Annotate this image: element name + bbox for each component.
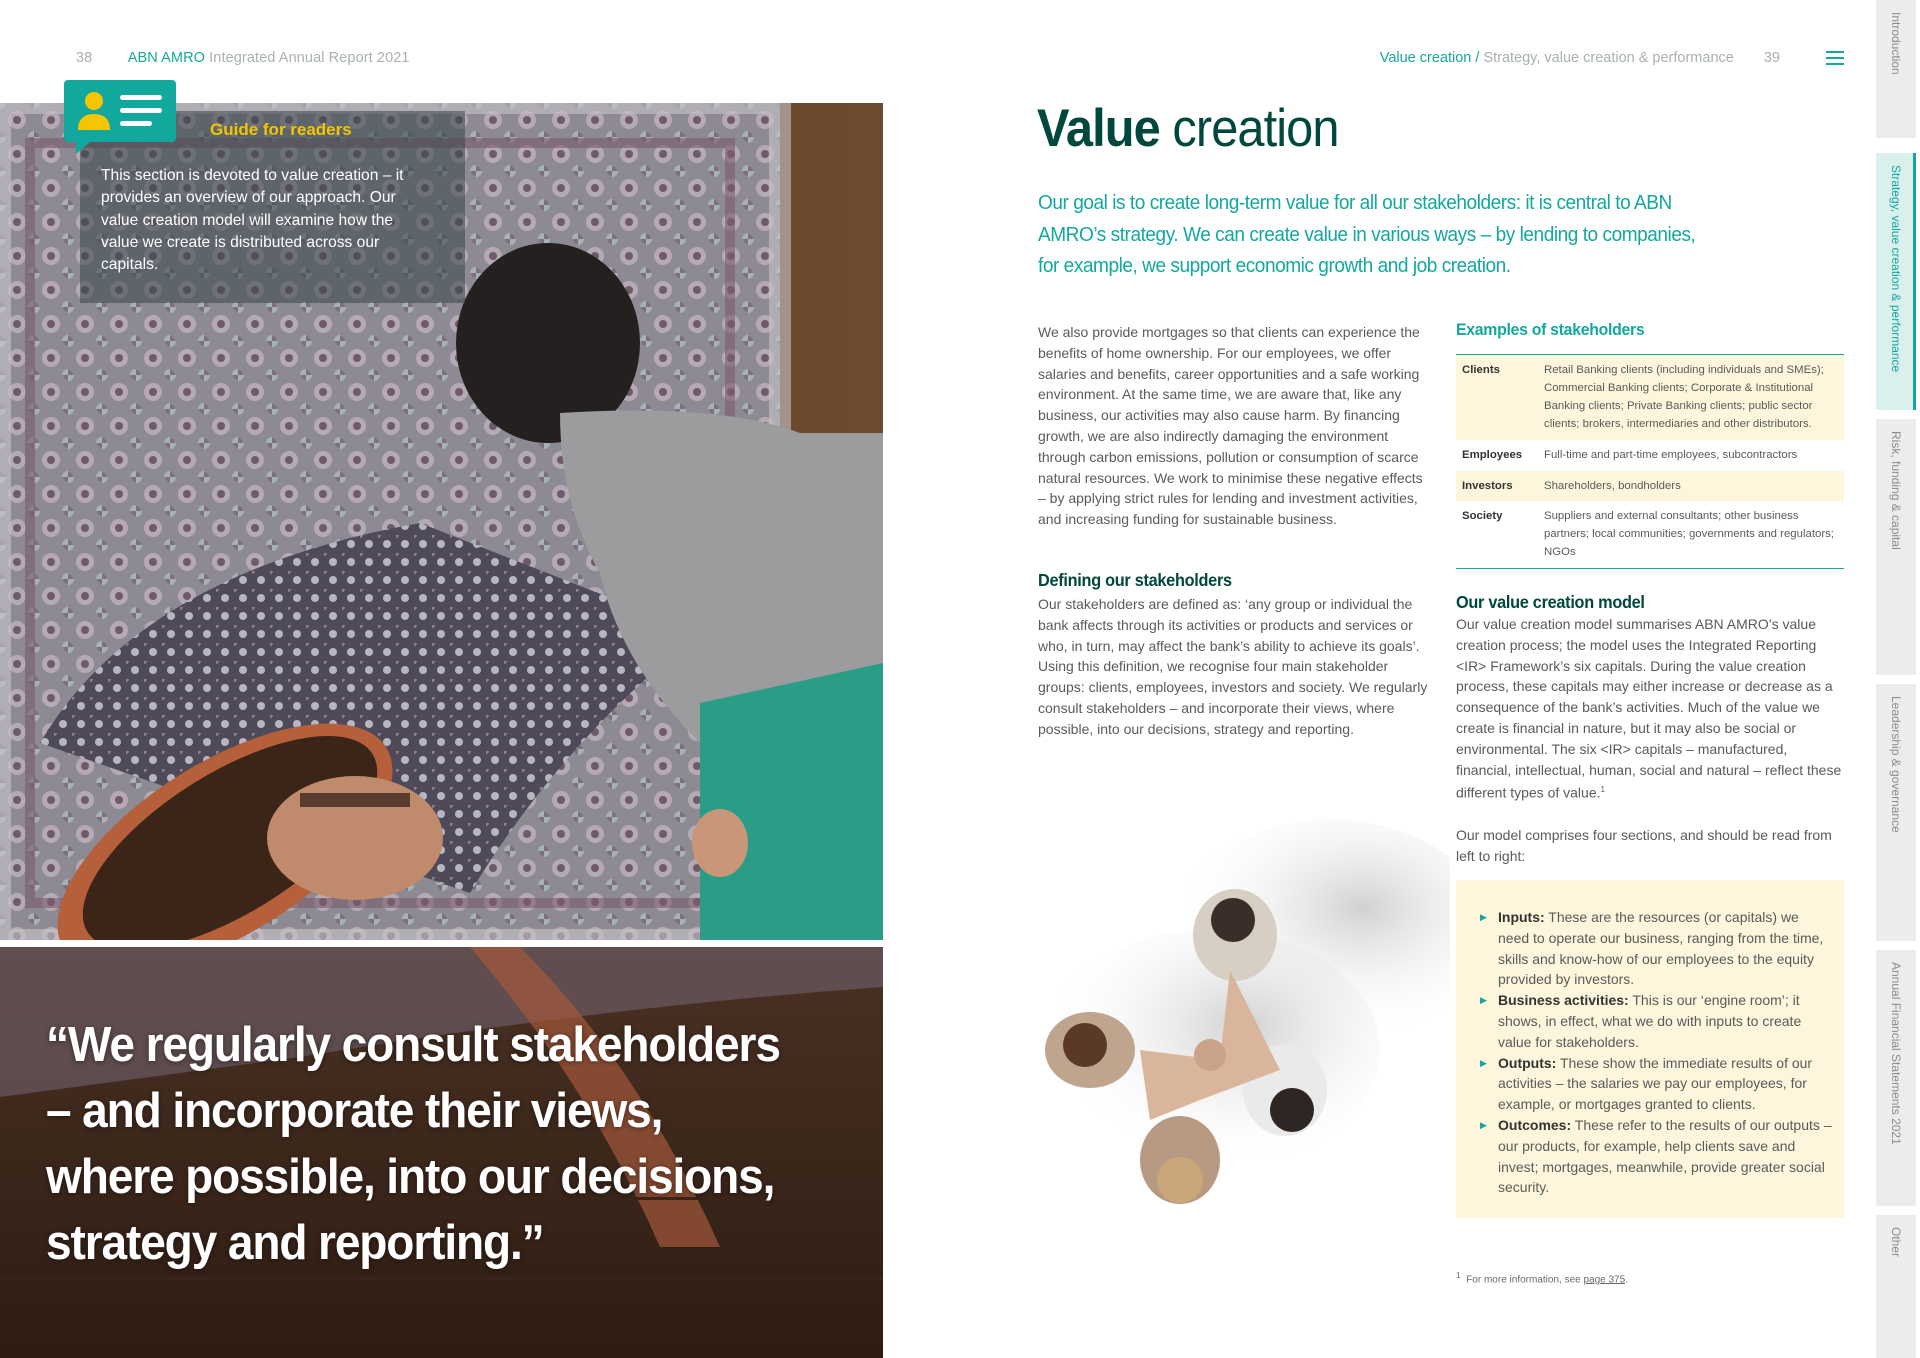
guide-text: This section is devoted to value creation – it provides an overview of our approach. Our value creation model will examine how the value we create is distributed across our capitals. bbox=[101, 167, 404, 274]
tab-label: Introduction bbox=[1889, 12, 1903, 75]
table-value: Shareholders, bondholders bbox=[1538, 471, 1844, 502]
team-hands-photo bbox=[1030, 800, 1450, 1250]
list-item bbox=[1480, 990, 1832, 1052]
section-tabs bbox=[1876, 0, 1920, 1358]
body-paragraph-1: We also provide mortgages so that clients can experience the benefits of home ownership. For our employees, we offer salaries and benefits, career opportunities and a safe working environment. At the same time, we are aware that, like any business, our activities may also cause harm. By financing growth, we are also indirectly damaging the environment through carbon emissions, pollution or consumption of scarce natural resources. We work to minimise these negative effects – by applying strict rules for lending and investment activities, and increasing funding for sustainable business. bbox=[1038, 324, 1423, 528]
page-title bbox=[1037, 98, 1339, 159]
defining-stakeholders-text: Our stakeholders are defined as: ‘any group or individual the bank affects through its activities or products and services or who, in turn, may affect the bank’s ability to achieve its goals’. Using this definition, we recognise four main stakeholder groups: clients, employees, investors and society. We regularly consult stakeholders – and incorporate their views, where possible, into our decisions, strategy and reporting. bbox=[1038, 596, 1428, 737]
footnote bbox=[1456, 1270, 1628, 1285]
value-model-heading: Our value creation model bbox=[1456, 592, 1645, 612]
intro-text: Our goal is to create long-term value for all our stakeholders: it is central to ABN AMRO’s strategy. We can create value in various ways – by lending to companies, for example, we support economic growth and job creation. bbox=[1038, 191, 1696, 277]
value-model-text-body: Our value creation model summarises ABN AMRO’s value creation process; the model uses the Integrated Reporting <IR> Framework’s six capitals. During the value creation process, these capitals may either increase or decrease as a consequence of the bank’s activities. Much of the value we create is financial in nature, but it may also be social or environmental. The six <IR> capitals – manufactured, financial, intellectual, human, social and natural – reflect these different types of value. bbox=[1456, 616, 1842, 802]
report-title: Integrated Annual Report 2021 bbox=[209, 50, 410, 66]
list-item-label: Outcomes: bbox=[1498, 1116, 1572, 1133]
table-row bbox=[1456, 501, 1844, 568]
footnote-end: . bbox=[1625, 1274, 1628, 1286]
defining-stakeholders-heading: Defining our stakeholders bbox=[1038, 570, 1232, 590]
table-row bbox=[1456, 471, 1844, 502]
table-value: Full-time and part-time employees, subcontractors bbox=[1544, 448, 1798, 461]
tab-label: Risk, funding & capital bbox=[1889, 431, 1903, 550]
table-value: Suppliers and external consultants; other business partners; local communities; governments and regulators; NGOs bbox=[1544, 510, 1834, 559]
list-item-label: Inputs: bbox=[1498, 909, 1545, 925]
guide-reader-icon bbox=[64, 80, 176, 154]
table-row bbox=[1456, 440, 1844, 471]
footnote-page-link[interactable]: page 375 bbox=[1583, 1274, 1626, 1286]
examples-heading: Examples of stakeholders bbox=[1456, 320, 1645, 339]
table-key: Society bbox=[1462, 510, 1503, 523]
left-page-header bbox=[76, 50, 410, 66]
table-value: Retail Banking clients (including individuals and SMEs); Commercial Banking clients; Corporate & Institutional Banking clients; Private Banking clients; public sector clients; brokers, intermediaries and other distributors. bbox=[1538, 355, 1844, 440]
tab-label: Leadership & governance bbox=[1889, 696, 1903, 833]
table-key: Investors bbox=[1456, 471, 1538, 502]
list-item-text: These are the resources (or capitals) we need to operate our business, ranging from the time, skills and know-how of our employees to the equity provided by investors. bbox=[1498, 909, 1824, 988]
value-model-text bbox=[1456, 614, 1846, 804]
title-bold: Value bbox=[1037, 99, 1160, 158]
tab-leadership-governance[interactable] bbox=[1876, 684, 1916, 941]
list-item-label: Business activities: bbox=[1498, 992, 1629, 1009]
guide-title: Guide for readers bbox=[210, 120, 352, 139]
table-row bbox=[1456, 355, 1844, 440]
tab-other[interactable] bbox=[1876, 1215, 1916, 1358]
right-page-header bbox=[1380, 50, 1780, 66]
right-page-number: 39 bbox=[1763, 50, 1780, 66]
tab-strategy[interactable] bbox=[1876, 153, 1916, 410]
list-item-text: This is our ‘engine room’; it shows, in effect, what we do with inputs to create value for stakeholders. bbox=[1498, 992, 1802, 1050]
pull-quote: “We regularly consult stakeholders – and incorporate their views, where possible, into our decisions, strategy and reporting.” bbox=[46, 1018, 780, 1270]
title-rest: creation bbox=[1159, 99, 1339, 158]
stakeholders-table bbox=[1456, 354, 1844, 569]
table-key: Employees bbox=[1462, 448, 1523, 461]
value-model-text-2: Our model comprises four sections, and should be read from left to right: bbox=[1456, 827, 1832, 864]
tab-label: Strategy, value creation & performance bbox=[1889, 165, 1903, 373]
breadcrumb-section[interactable]: Value creation / bbox=[1379, 50, 1480, 66]
list-item-label: Outputs: bbox=[1498, 1054, 1557, 1071]
brand-name: ABN AMRO bbox=[127, 50, 206, 66]
tab-annual-financial-statements[interactable] bbox=[1876, 950, 1916, 1206]
tab-label: Annual Financial Statements 2021 bbox=[1889, 962, 1903, 1145]
breadcrumb-subsection[interactable]: Strategy, value creation & performance bbox=[1483, 50, 1734, 66]
list-item bbox=[1480, 1053, 1832, 1115]
footnote-ref[interactable]: 1 bbox=[1600, 785, 1605, 795]
model-sections-list bbox=[1480, 907, 1832, 1198]
footnote-number: 1 bbox=[1456, 1270, 1461, 1280]
list-item bbox=[1480, 1115, 1832, 1198]
list-item bbox=[1480, 907, 1832, 990]
footnote-text: For more information, see bbox=[1466, 1274, 1584, 1286]
list-item-text: These refer to the results of our outputs – our products, for example, help clients save and invest; mortgages, meanwhile, provide greater social security. bbox=[1498, 1116, 1832, 1196]
tab-introduction[interactable] bbox=[1876, 0, 1916, 138]
table-key: Clients bbox=[1456, 355, 1538, 440]
tab-risk-funding-capital[interactable] bbox=[1876, 419, 1916, 675]
left-page-number: 38 bbox=[76, 50, 93, 66]
tab-label: Other bbox=[1889, 1227, 1903, 1258]
list-item-text: These show the immediate results of our activities – the salaries we pay our employees, for example, or mortgages granted to clients. bbox=[1498, 1054, 1813, 1113]
hamburger-menu-icon[interactable] bbox=[1826, 51, 1844, 65]
